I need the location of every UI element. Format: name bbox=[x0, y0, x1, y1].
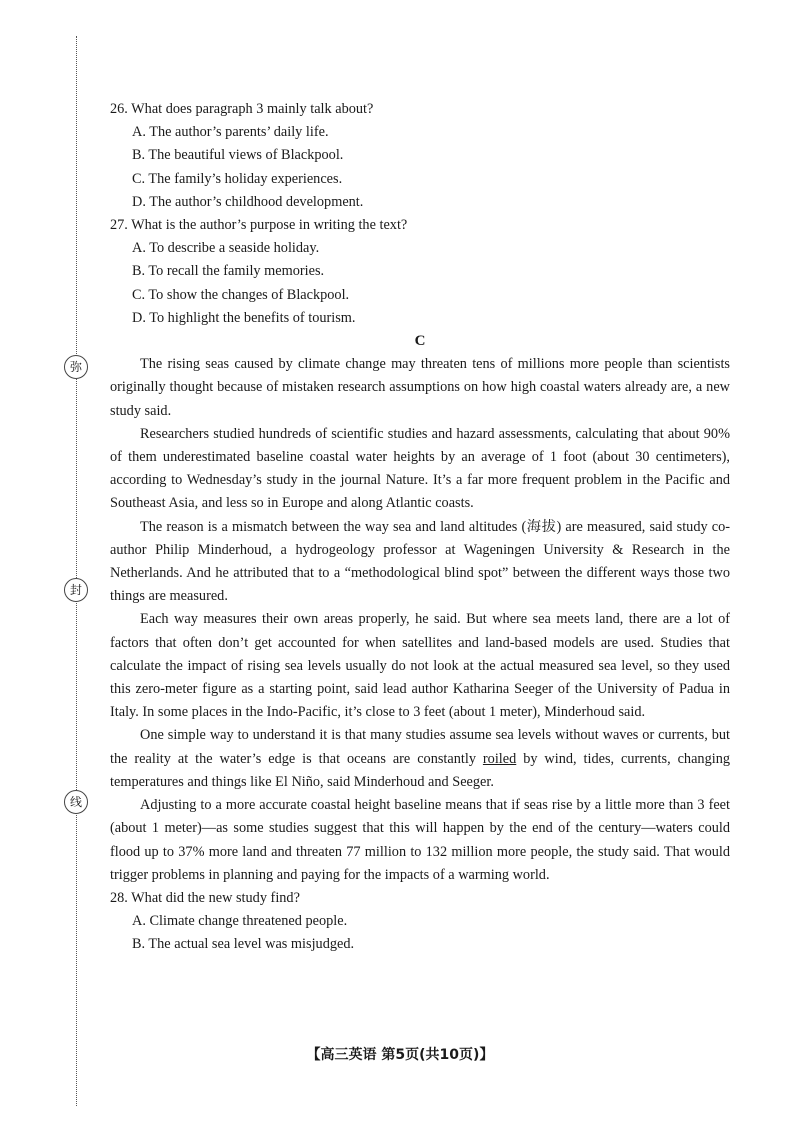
passage-paragraph-6: Adjusting to a more accurate coastal height baseline means that if seas rise by a little more than 3 feet (about 1 meter)—as some studies suggest that this will happen by the end of the century—waters could flood up to 37% more land and threaten 77 million to 132 million more people, the study said. That would trigger problems in planning and paying for the impacts of a warming world. bbox=[110, 797, 730, 883]
section-heading: C bbox=[414, 333, 426, 350]
option-26b: B. The beautiful views of Blackpool. bbox=[132, 147, 344, 164]
binding-mark: 线 bbox=[64, 790, 88, 814]
paragraph-5-text-end: by wind, tides, currents, changing temperatures and things like El Niño, said Minderhoud and Seeger. bbox=[110, 750, 730, 790]
option-26a: A. The author’s parents’ daily life. bbox=[132, 124, 329, 141]
question-28: 28. What did the new study find? bbox=[110, 889, 300, 906]
passage-paragraph-2: Researchers studied hundreds of scientific studies and hazard assessments, calculating that about 90% of them underestimated baseline coastal water heights by an average of 1 foot (about 30 centimeters), according to Wednesday’s study in the journal Nature. It’s a far more frequent problem in the Pacific and Southeast Asia, and less so in Europe and along Atlantic coasts. bbox=[110, 425, 730, 512]
page-footer: 【高三英语 第5页(共10页)】 bbox=[306, 1047, 494, 1063]
underlined-word: roiled bbox=[482, 750, 517, 767]
option-27a: A. To describe a seaside holiday. bbox=[132, 240, 320, 257]
question-27: 27. What is the author’s purpose in writing the text? bbox=[110, 217, 408, 234]
binding-mark: 弥 bbox=[64, 355, 88, 379]
option-26c: C. The family’s holiday experiences. bbox=[132, 170, 343, 187]
option-28a: A. Climate change threatened people. bbox=[132, 913, 348, 930]
option-26d: D. The author’s childhood development. bbox=[132, 193, 364, 210]
binding-dotted-line bbox=[76, 36, 77, 1106]
passage-paragraph-3: The reason is a mismatch between the way sea and land altitudes (海拔) are measured, said study co-author Philip Minderhoud, a hydrogeology professor at Wageningen University & Research in the Netherlands. And he attributed that to a “methodological blind spot” between the different ways those two things are measured. bbox=[110, 518, 730, 605]
passage-paragraph-4: Each way measures their own areas properly, he said. But where sea meets land, there are a lot of factors that often don’t get accounted for when satellites and land-based models are used. Studies that calculate the impact of rising sea levels usually do not look at the actual measured sea level, so they used this zero-meter figure as a starting point, said lead author Katharina Seeger of the University of Padua in Italy. In some places in the Indo-Pacific, it’s close to 3 feet (about 1 meter), Minderhoud said. bbox=[110, 611, 730, 721]
passage-paragraph-5 bbox=[110, 724, 730, 794]
option-27d: D. To highlight the benefits of tourism. bbox=[132, 309, 356, 326]
paragraph-5-text-start: One simple way to understand it is that many studies assume sea levels without waves or currents, but the reality at the water’s edge is that oceans are constantly bbox=[110, 727, 730, 767]
binding-mark: 封 bbox=[64, 578, 88, 602]
question-26: 26. What does paragraph 3 mainly talk about? bbox=[110, 101, 374, 117]
option-27c: C. To show the changes of Blackpool. bbox=[132, 286, 350, 303]
option-28b: B. The actual sea level was misjudged. bbox=[132, 936, 355, 953]
option-27b: B. To recall the family memories. bbox=[132, 263, 325, 280]
exam-page-content bbox=[110, 98, 730, 957]
passage-paragraph-1: The rising seas caused by climate change may threaten tens of millions more people than scientists originally thought because of mistaken research assumptions on how high coastal waters already are, a new study said. bbox=[110, 356, 730, 419]
